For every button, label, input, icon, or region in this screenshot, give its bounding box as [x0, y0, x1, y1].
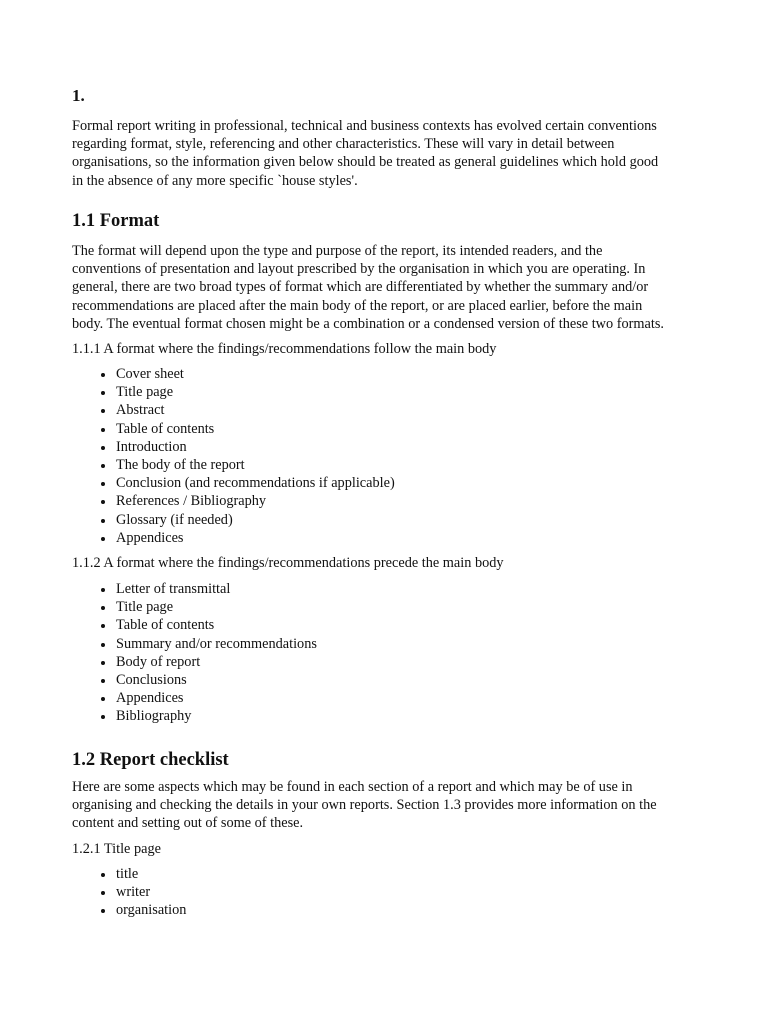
paragraph-line: general, there are two broad types of format which are differentiated by whether the summary and/or	[72, 279, 649, 296]
list-item: Introduction	[72, 438, 712, 456]
paragraph-line: Here are some aspects which may be found in each section of a report and which may be of use in	[72, 779, 633, 795]
list-item: Title page	[72, 598, 712, 616]
intro-paragraph	[72, 117, 712, 190]
list-item: Summary and/or recommendations	[72, 635, 712, 653]
list-item: Glossary (if needed)	[72, 511, 712, 529]
format-subheading-1	[72, 340, 712, 358]
list-item: Appendices	[72, 689, 712, 707]
list-item: Appendices	[72, 529, 712, 547]
list-item: writer	[72, 883, 712, 901]
list-item: Body of report	[72, 653, 712, 671]
format-paragraph	[72, 242, 712, 333]
list-item: title	[72, 865, 712, 883]
subheading-text: 1.1.2 A format where the findings/recommendations precede the main body	[72, 555, 504, 571]
list-item: organisation	[72, 901, 712, 919]
paragraph-line: Formal report writing in professional, technical and business contexts has evolved certain conventions	[72, 118, 657, 134]
list-item: Title page	[72, 383, 712, 401]
list-item: Table of contents	[72, 616, 712, 634]
checklist-paragraph	[72, 778, 712, 833]
paragraph-line: in the absence of any more specific `house styles'.	[72, 172, 358, 189]
subheading-text: 1.1.1 A format where the findings/recommendations follow the main body	[72, 341, 497, 357]
list-item: The body of the report	[72, 456, 712, 474]
format-list-1	[72, 365, 712, 547]
paragraph-line: regarding format, style, referencing and other characteristics. These will vary in detail between	[72, 136, 615, 153]
section-heading-1: 1.	[72, 86, 85, 105]
paragraph-line: organisations, so the information given below should be treated as general guidelines which hold good	[72, 154, 659, 171]
checklist-heading: 1.2 Report checklist	[72, 750, 229, 770]
checklist-list-1	[72, 865, 712, 920]
paragraph-line: organising and checking the details in your own reports. Section 1.3 provides more information on the	[72, 797, 657, 814]
list-item: Bibliography	[72, 707, 712, 725]
list-item: Letter of transmittal	[72, 580, 712, 598]
format-heading: 1.1 Format	[72, 211, 160, 231]
paragraph-line: content and setting out of some of these.	[72, 815, 304, 832]
checklist-subheading-1	[72, 840, 712, 858]
list-item: Abstract	[72, 401, 712, 419]
format-subheading-2	[72, 554, 712, 572]
list-item: References / Bibliography	[72, 492, 712, 510]
paragraph-line: The format will depend upon the type and purpose of the report, its intended readers, and the	[72, 243, 603, 259]
list-item: Cover sheet	[72, 365, 712, 383]
paragraph-line: body. The eventual format chosen might be a combination or a condensed version of these two formats.	[72, 315, 664, 332]
subheading-text: 1.2.1 Title page	[72, 841, 161, 857]
list-item: Table of contents	[72, 420, 712, 438]
paragraph-line: recommendations are placed after the main body of the report, or are placed earlier, before the main	[72, 297, 643, 314]
list-item: Conclusions	[72, 671, 712, 689]
format-list-2	[72, 580, 712, 726]
list-item: Conclusion (and recommendations if applicable)	[72, 474, 712, 492]
paragraph-line: conventions of presentation and layout prescribed by the organisation in which you are operating. In	[72, 261, 646, 278]
